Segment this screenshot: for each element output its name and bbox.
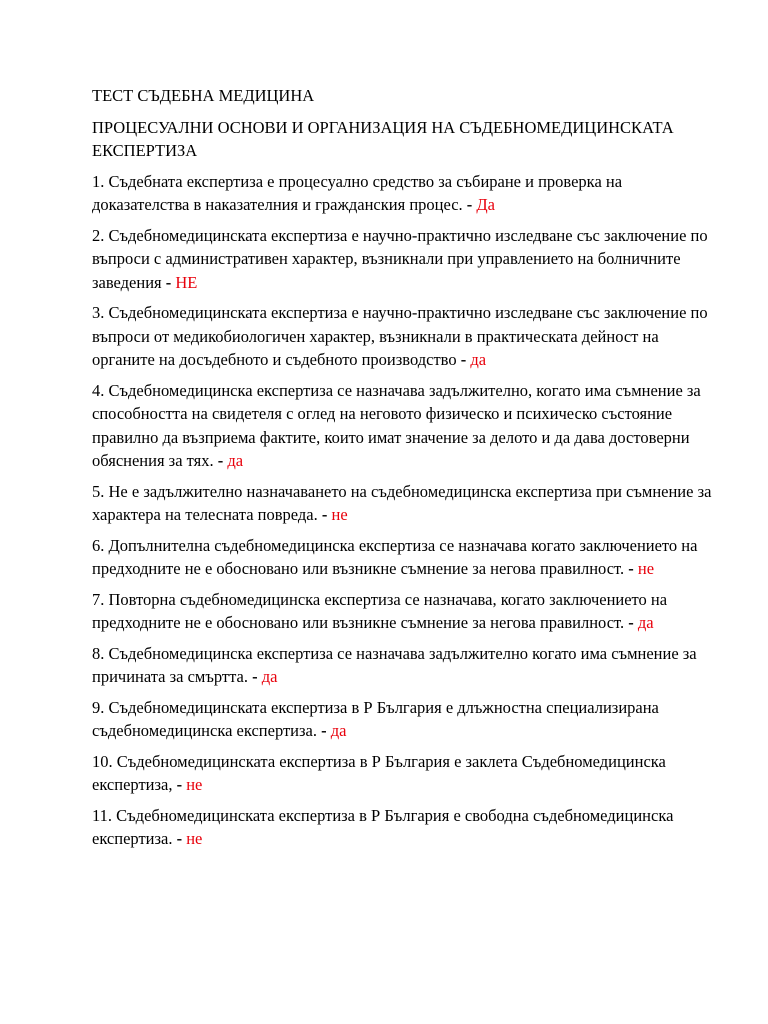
question-text: 5. Не е задължително назначаването на съдебномедицинска експертиза при съмнение за характера на телесната повреда. — [92, 481, 712, 524]
question-item — [92, 170, 712, 217]
answer-text: да — [330, 721, 347, 740]
question-text: 10. Съдебномедицинската експертиза в Р България е заклета Съдебномедицинска експертиза, — [92, 751, 666, 794]
answer-dash: - — [176, 829, 183, 848]
answer-text: не — [331, 505, 348, 524]
answer-dash: - — [460, 350, 467, 369]
answer-dash: - — [321, 721, 327, 740]
answer-text: Да — [476, 195, 496, 214]
answer-text: да — [261, 667, 278, 686]
section-heading: ПРОЦЕСУАЛНИ ОСНОВИ И ОРГАНИЗАЦИЯ НА СЪДЕБНОМЕДИЦИНСКАТА ЕКСПЕРТИЗА — [92, 117, 674, 160]
answer-dash: - — [165, 272, 172, 292]
question-text: 9. Съдебномедицинската експертиза в Р България е длъжностна специализирана съдебномедицинска експертиза. — [92, 697, 659, 740]
question-text: 3. Съдебномедицинската експертиза е научно-практично изследване със заключение по въпроси от медикобиологичен характер, възникнали в практическата дейност на органите на досъдебното и съдебното производство — [92, 303, 708, 369]
question-item — [92, 480, 712, 527]
question-list — [92, 170, 712, 851]
question-text: 6. Допълнителна съдебномедицинска експертиза се назначава когато заключението на предходните не е обосновано или възникне съмнение за негова правилност. — [92, 535, 698, 578]
answer-text: не — [186, 829, 203, 848]
answer-text: НЕ — [175, 272, 198, 292]
answer-dash: - — [176, 775, 183, 794]
document-title: ТЕСТ СЪДЕБНА МЕДИЦИНА — [92, 86, 315, 105]
answer-text: не — [637, 559, 655, 578]
answer-text: да — [227, 451, 244, 470]
question-item — [92, 224, 712, 295]
question-item — [92, 301, 712, 372]
answer-dash: - — [217, 451, 224, 470]
question-item — [92, 642, 712, 689]
answer-dash: - — [628, 613, 634, 632]
answer-dash: - — [628, 559, 634, 578]
question-text: 1. Съдебната експертиза е процесуално средство за събиране и проверка на доказателства в наказателния и гражданския процес. — [92, 171, 623, 214]
question-item — [92, 696, 712, 743]
question-text: 11. Съдебномедицинската експертиза в Р България е свободна съдебномедицинска експертиза. — [92, 805, 674, 848]
answer-dash: - — [252, 667, 258, 686]
answer-dash: - — [321, 505, 328, 524]
question-item — [92, 588, 712, 635]
question-item — [92, 750, 712, 797]
document-page — [92, 84, 712, 858]
question-text: 8. Съдебномедицинска експертиза се назначава задължително когато има съмнение за причината за смъртта. — [92, 643, 697, 686]
question-text: 2. Съдебномедицинската експертиза е научно-практично изследване със заключение по въпроси с административен характер, възникнали при управлението на болничните заведения — [92, 225, 708, 292]
question-text: 4. Съдебномедицинска експертиза се назначава задължително, когато има съмнение за способността на свидетеля с оглед на неговото физическо и психическо състояние правилно да възприема фактите, които имат значение за делото и да дава достоверни обяснения за тях. — [92, 380, 701, 470]
answer-dash: - — [466, 195, 473, 214]
question-text: 7. Повторна съдебномедицинска експертиза се назначава, когато заключението на предходните не е обосновано или възникне съмнение за негова правилност. — [92, 589, 668, 632]
answer-text: не — [186, 775, 203, 794]
question-item — [92, 379, 712, 473]
question-item — [92, 804, 712, 851]
question-item — [92, 534, 712, 581]
answer-text: да — [637, 613, 654, 632]
answer-text: да — [470, 350, 487, 369]
